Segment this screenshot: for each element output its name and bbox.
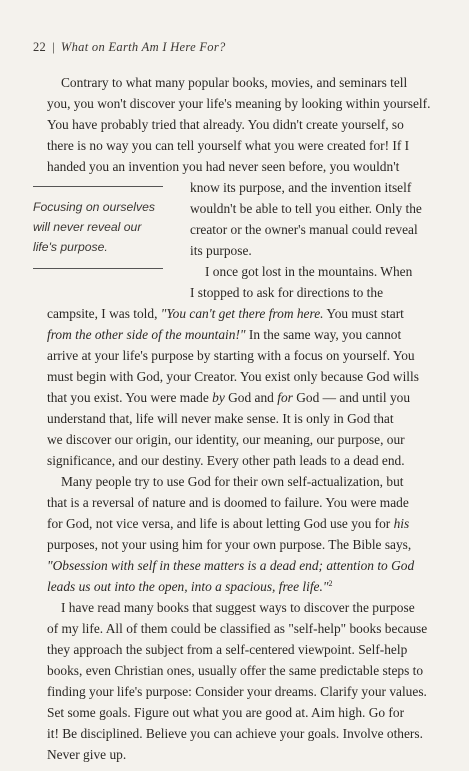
pullquote-rule-bottom: [33, 268, 163, 269]
body-line: finding your life's purpose: Consider your dreams. Clarify your values.: [47, 684, 427, 699]
pullquote-line: life's purpose.: [33, 240, 108, 254]
body-line: books, even Christian ones, usually offer the same predictable steps to: [47, 663, 424, 678]
body-line: it! Be disciplined. Believe you can achieve your goals. Involve others.: [47, 726, 423, 741]
body-line: "Obsession with self in these matters is a dead end; attention to God: [47, 558, 415, 573]
body-line: I have read many books that suggest ways to discover the purpose: [61, 600, 415, 615]
body-line: its purpose.: [190, 243, 252, 258]
body-line: I stopped to ask for directions to the: [190, 285, 384, 300]
header-separator: |: [52, 40, 55, 54]
pullquote-line: Focusing on ourselves: [33, 200, 155, 214]
body-line: Set some goals. Figure out what you are good at. Aim high. Go for: [47, 705, 405, 720]
body-line: arrive at your life's purpose by starting with a focus on yourself. You: [47, 348, 415, 363]
body-line: handed you an invention you had never seen before, you wouldn't: [47, 159, 400, 174]
page-number: 22: [33, 40, 47, 54]
body-line: understand that, life will never make sense. It is only in God that: [47, 411, 394, 426]
body-line: Many people try to use God for their own self-actualization, but: [61, 474, 404, 489]
pullquote: [33, 197, 173, 257]
pullquote-rule-top: [33, 186, 163, 187]
body-line: know its purpose, and the invention itself: [190, 180, 412, 195]
body-line: for God, not vice versa, and life is about letting God use you for his: [47, 516, 410, 531]
pullquote-line: will never reveal our: [33, 220, 142, 234]
body-line: from the other side of the mountain!" In the same way, you cannot: [47, 327, 402, 342]
body-line: wouldn't be able to tell you either. Only the: [190, 201, 422, 216]
running-head: [33, 40, 226, 55]
body-line: Contrary to what many popular books, movies, and seminars tell: [61, 75, 408, 90]
body-line: Never give up.: [47, 747, 127, 762]
body-line: creator or the owner's manual could reveal: [190, 222, 418, 237]
body-line: they approach the subject from a self-centered viewpoint. Self-help: [47, 642, 408, 657]
body-line: You have probably tried that already. You didn't create yourself, so: [47, 117, 404, 132]
footnote-ref: 2: [328, 579, 333, 588]
body-line: there is no way you can tell yourself what you were created for! If I: [47, 138, 410, 153]
body-line: that is a reversal of nature and is doomed to failure. You were made: [47, 495, 409, 510]
body-line: I once got lost in the mountains. When: [205, 264, 413, 279]
body-line: of my life. All of them could be classified as "self-help" books because: [47, 621, 428, 636]
body-line: must begin with God, your Creator. You exist only because God wills: [47, 369, 419, 384]
body-line: purposes, not your using him for your own purpose. The Bible says,: [47, 537, 412, 552]
body-line: we discover our origin, our identity, our meaning, our purpose, our: [47, 432, 405, 447]
book-title: What on Earth Am I Here For?: [60, 40, 226, 54]
body-line: you, you won't discover your life's meaning by looking within yourself.: [47, 96, 431, 111]
body-line: significance, and our destiny. Every other path leads to a dead end.: [47, 453, 405, 468]
body-line: that you exist. You were made by God and for God — and until you: [47, 390, 411, 405]
body-line: campsite, I was told, "You can't get there from here. You must start: [47, 306, 404, 321]
body-line: leads us out into the open, into a spacious, free life."$^2$: [47, 579, 333, 594]
